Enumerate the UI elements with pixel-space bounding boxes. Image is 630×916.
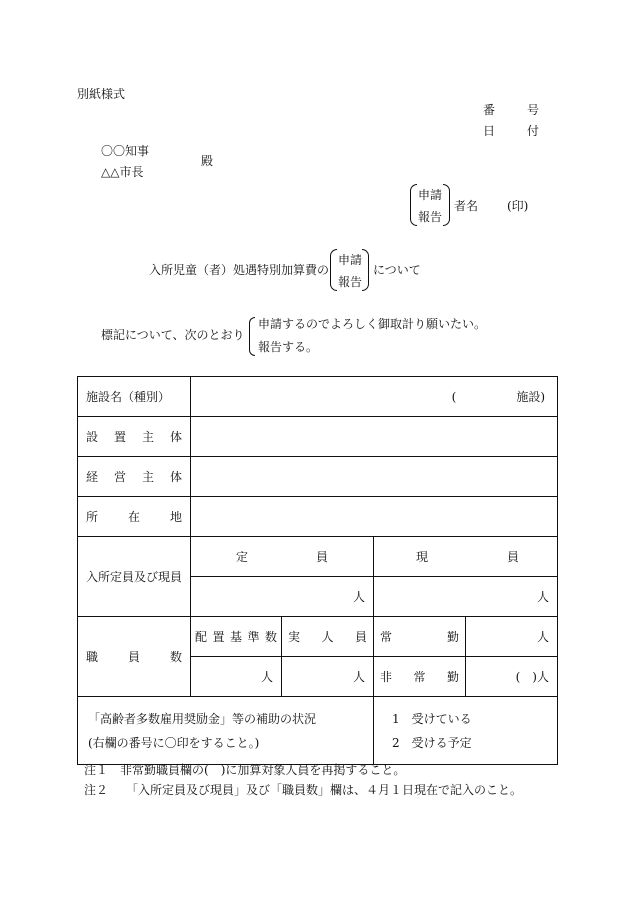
current-header: 現 員 — [374, 537, 558, 577]
capacity-label: 入所定員及び現員 — [78, 537, 191, 617]
note-1 — [84, 764, 405, 776]
subject-bracket-right — [362, 249, 369, 291]
founder-label: 設 置 主 体 — [78, 417, 191, 457]
body-option-report: 報告する。 — [258, 340, 319, 354]
note-1-label: 注１ — [84, 763, 109, 777]
staff-label: 職 員 数 — [78, 617, 191, 697]
note-1-text: 非常勤職員欄の( )に加算対象人員を再掲すること。 — [120, 763, 406, 777]
subsidy-description — [78, 697, 374, 765]
capacity-header-row — [78, 537, 558, 577]
placement-standard-value-field[interactable] — [191, 657, 282, 697]
actual-staff-unit: 人 — [352, 669, 365, 684]
facility-paren-open: ( — [451, 389, 457, 404]
actual-staff-value-field[interactable] — [282, 657, 374, 697]
location-label: 所 在 地 — [78, 497, 191, 537]
subject-suffix: について — [373, 263, 421, 277]
form-title: 別紙様式 — [77, 87, 126, 101]
staff-header-row — [78, 617, 558, 657]
founder-field[interactable] — [191, 417, 558, 457]
facility-name-row — [78, 377, 558, 417]
location-field[interactable] — [191, 497, 558, 537]
body-option-apply: 申請するのでよろしく御取計り願いたい。 — [258, 317, 487, 331]
parttime-label: 非 常 勤 — [374, 657, 466, 697]
parttime-value-field[interactable]: ( )人 — [466, 657, 558, 697]
placement-standard-unit: 人 — [260, 669, 273, 684]
body-bracket — [249, 317, 255, 356]
subsidy-status-text: 「高齢者多数雇用奨励金」等の補助の状況 — [88, 711, 317, 726]
capacity-header: 定 員 — [191, 537, 374, 577]
operator-label: 経 営 主 体 — [78, 457, 191, 497]
subject-option-apply: 申請 — [338, 253, 363, 267]
actual-staff-label: 実 人 員 — [282, 617, 374, 657]
subject-bracket-left — [330, 249, 337, 291]
applicant-bracket-right — [443, 184, 450, 226]
operator-field[interactable] — [191, 457, 558, 497]
current-value-field[interactable] — [374, 577, 558, 617]
number-label: 番 号 — [483, 103, 539, 117]
subsidy-option-planned[interactable]: 2 受ける予定 — [392, 735, 472, 750]
operator-row — [78, 457, 558, 497]
fulltime-unit: 人 — [536, 629, 549, 644]
fulltime-label: 常 勤 — [374, 617, 466, 657]
current-unit: 人 — [536, 589, 549, 604]
seal-mark: (印) — [507, 199, 529, 213]
capacity-value-field[interactable] — [191, 577, 374, 617]
date-label: 日 付 — [483, 124, 539, 138]
subsidy-instruction-text: (右欄の番号に〇印をすること。) — [88, 735, 260, 750]
placement-standard-label: 配 置 基 準 数 — [191, 617, 282, 657]
subsidy-options — [374, 697, 558, 765]
note-2 — [84, 784, 522, 796]
facility-name-label: 施設名（種別） — [78, 377, 191, 417]
subsidy-row — [78, 697, 558, 765]
fulltime-value-field[interactable] — [466, 617, 558, 657]
facility-suffix: 施設) — [516, 389, 545, 404]
capacity-unit: 人 — [352, 589, 365, 604]
location-row — [78, 497, 558, 537]
founder-row — [78, 417, 558, 457]
addressee-governor: 〇〇知事 — [101, 144, 150, 158]
subject-option-report: 報告 — [338, 275, 363, 289]
applicant-option-report: 報告 — [418, 210, 443, 224]
addressee-mayor: △△市長 — [101, 165, 144, 179]
body-lead: 標記について、次のとおり — [101, 328, 245, 342]
note-2-text: 「入所定員及び現員」及び「職員数」欄は、４月１日現在で記入のこと。 — [126, 783, 523, 797]
facility-form-table — [77, 376, 558, 765]
subject-prefix: 入所児童（者）処遇特別加算費の — [149, 263, 330, 277]
subsidy-option-receiving[interactable]: 1 受けている — [392, 711, 472, 726]
facility-name-field[interactable] — [191, 377, 558, 417]
applicant-option-apply: 申請 — [418, 188, 443, 202]
applicant-name-label: 者名 — [454, 199, 479, 213]
honorific: 殿 — [201, 154, 214, 168]
note-2-label: 注２ — [84, 783, 109, 797]
applicant-bracket-left — [410, 184, 417, 226]
